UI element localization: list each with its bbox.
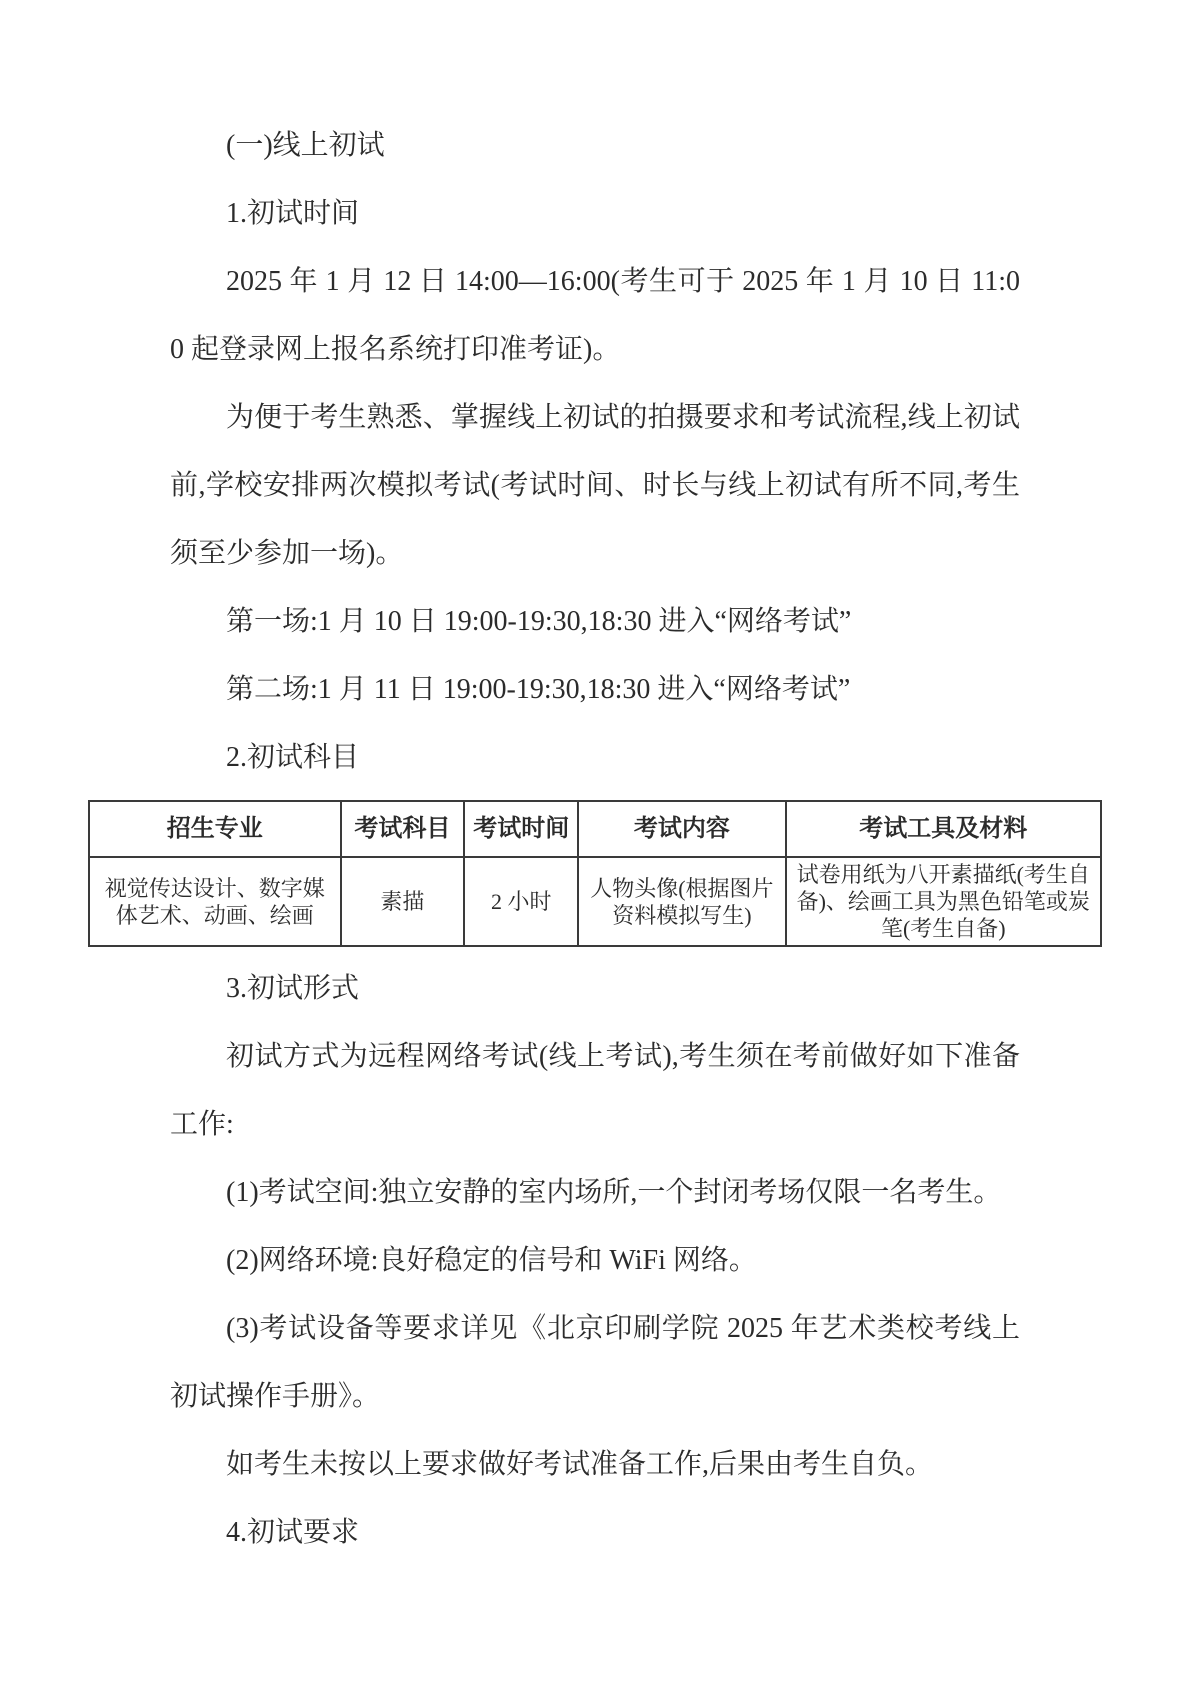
cell-content: 人物头像(根据图片资料模拟写生) [578,857,785,946]
subheading-exam-format: 3.初试形式 [226,973,360,1004]
section-heading: (一)线上初试 [226,130,385,161]
document-content [104,112,1090,1567]
para-requirement-2: (2)网络环境:良好稳定的信号和 WiFi 网络。 [226,1245,757,1276]
col-header-content: 考试内容 [578,801,785,857]
cell-majors: 视觉传达设计、数字媒体艺术、动画、绘画 [89,857,341,946]
para-exam-time: 2025 年 1 月 12 日 14:00—16:00(考生可于 2025 年 1 月 10 日 11:00 起登录网上报名系统打印准考证)。 [170,266,1020,365]
para-warning: 如考生未按以上要求做好考试准备工作,后果由考生自负。 [226,1449,934,1480]
cell-tools: 试卷用纸为八开素描纸(考生自备)、绘画工具为黑色铅笔或炭笔(考生自备) [786,857,1101,946]
table-data-row [89,857,1101,946]
para-exam-format: 初试方式为远程网络考试(线上考试),考生须在考前做好如下准备工作: [170,1041,1020,1140]
para-requirement-1: (1)考试空间:独立安静的室内场所,一个封闭考场仅限一名考生。 [226,1177,1002,1208]
col-header-subject: 考试科目 [341,801,465,857]
col-header-tools: 考试工具及材料 [786,801,1101,857]
subheading-exam-time: 1.初试时间 [226,198,360,229]
table-header-row [89,801,1101,857]
subheading-exam-subjects: 2.初试科目 [226,742,360,773]
cell-duration: 2 小时 [464,857,578,946]
para-session-1: 第一场:1 月 10 日 19:00-19:30,18:30 进入“网络考试” [226,606,852,637]
para-requirement-3: (3)考试设备等要求详见《北京印刷学院 2025 年艺术类校考线上初试操作手册》。 [170,1313,1020,1412]
exam-subjects-table [88,800,1102,947]
para-mock-exams: 为便于考生熟悉、掌握线上初试的拍摄要求和考试流程,线上初试前,学校安排两次模拟考试(考试时间、时长与线上初试有所不同,考生须至少参加一场)。 [170,402,1020,569]
col-header-time: 考试时间 [464,801,578,857]
subheading-exam-requirements: 4.初试要求 [226,1517,360,1548]
para-session-2: 第二场:1 月 11 日 19:00-19:30,18:30 进入“网络考试” [226,674,851,705]
cell-subject: 素描 [341,857,465,946]
col-header-major: 招生专业 [89,801,341,857]
